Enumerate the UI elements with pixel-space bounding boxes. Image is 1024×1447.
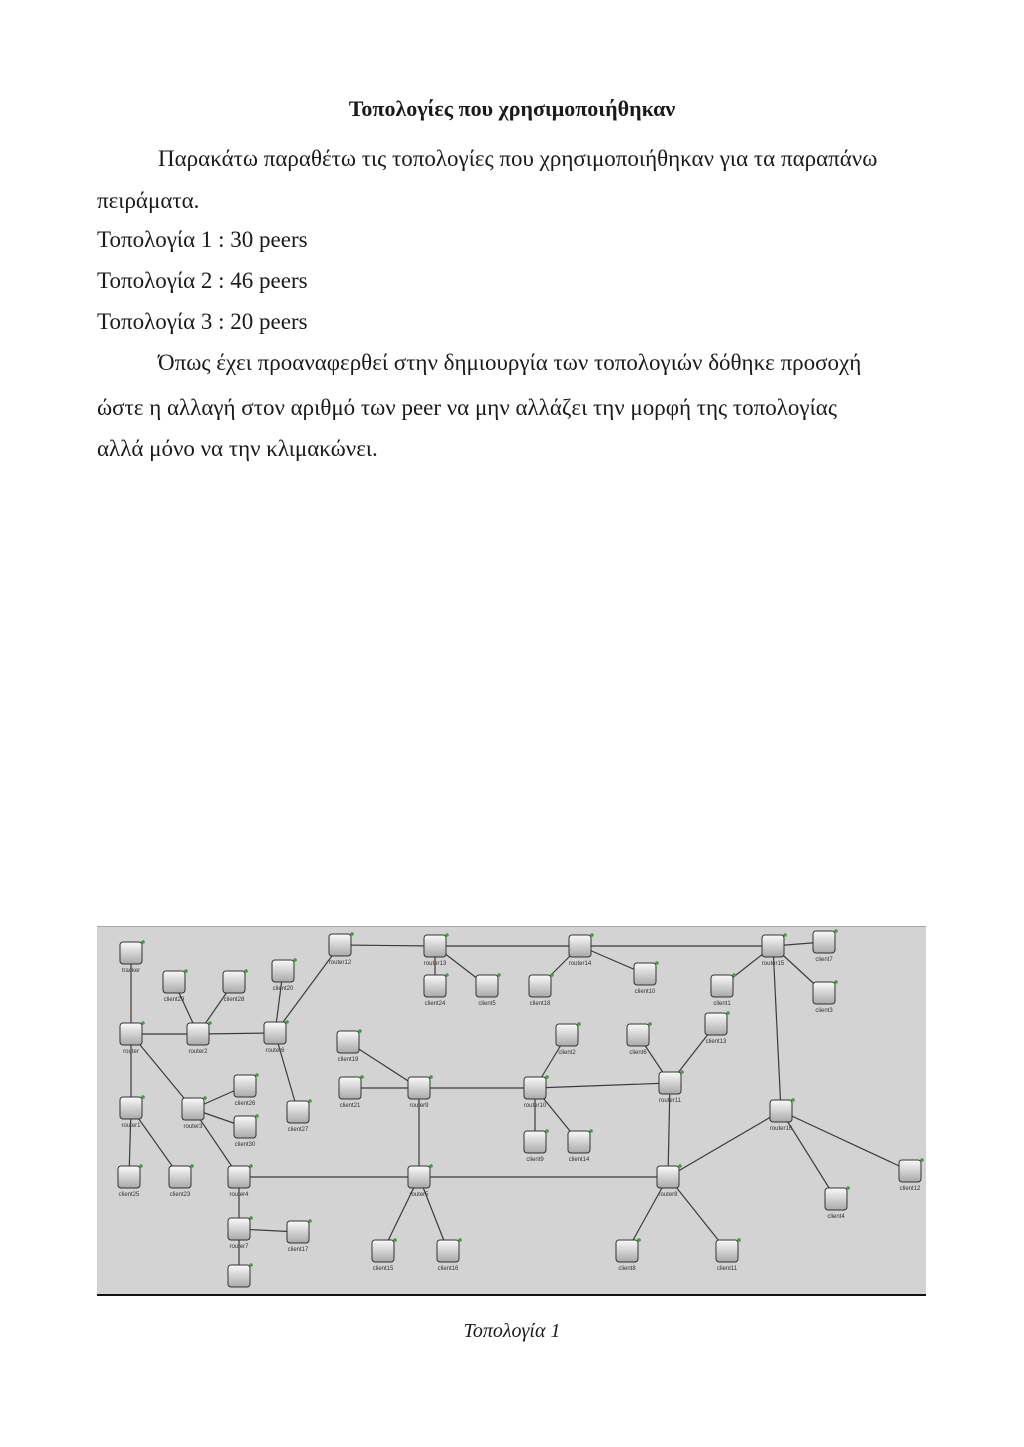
node-box	[264, 1022, 286, 1044]
node-box	[634, 963, 656, 985]
node-status-dot	[308, 1099, 312, 1103]
node-status-dot	[249, 1263, 253, 1267]
node-client25	[118, 1164, 143, 1198]
node-client5	[476, 973, 501, 1007]
node-status-dot	[141, 940, 145, 944]
node-router7	[228, 1216, 253, 1250]
node-box	[187, 1023, 209, 1045]
node-box	[228, 1265, 250, 1287]
topology-diagram	[97, 927, 926, 1296]
node-client11	[716, 1238, 741, 1272]
node-label: client13	[705, 1039, 727, 1045]
node-label: router2	[188, 1049, 208, 1055]
node-status-dot	[429, 1075, 433, 1079]
node-router10	[524, 1075, 549, 1109]
node-box	[118, 1166, 140, 1188]
node-status-dot	[791, 1098, 795, 1102]
node-box	[223, 971, 245, 993]
node-client3	[813, 980, 838, 1014]
node-client20	[272, 958, 297, 992]
link-router6-client27	[275, 1033, 298, 1112]
node-status-dot	[545, 1129, 549, 1133]
node-label: router14	[568, 961, 592, 967]
node-label: client19	[337, 1057, 359, 1063]
node-status-dot	[255, 1073, 259, 1077]
node-box	[762, 935, 784, 957]
node-label: router4	[229, 1192, 249, 1198]
node-box	[476, 975, 498, 997]
node-status-dot	[208, 1021, 212, 1025]
node-status-dot	[589, 1129, 593, 1133]
node-box	[556, 1024, 578, 1046]
node-status-dot	[203, 1096, 207, 1100]
node-router11	[659, 1070, 684, 1104]
node-label: client24	[424, 1001, 446, 1007]
node-label: client26	[234, 1101, 256, 1107]
node-label: router3	[183, 1124, 203, 1130]
node-router16	[770, 1098, 795, 1132]
node-client21	[339, 1075, 364, 1109]
node-status-dot	[350, 932, 354, 936]
node-box	[524, 1131, 546, 1153]
node-status-dot	[737, 1238, 741, 1242]
node-box	[770, 1100, 792, 1122]
intro-line-2: πειράματα.	[97, 188, 200, 213]
node-router13	[424, 933, 449, 967]
node-status-dot	[285, 1020, 289, 1024]
node-label: router	[123, 1049, 139, 1055]
node-label: client1	[713, 1001, 731, 1007]
note-line-3: αλλά μόνο να την κλιμακώνει.	[97, 436, 378, 461]
node-box	[287, 1101, 309, 1123]
node-box	[182, 1098, 204, 1120]
node-label: router7	[229, 1244, 249, 1250]
node-label: client10	[634, 989, 656, 995]
node-box	[337, 1031, 359, 1053]
node-status-dot	[393, 1238, 397, 1242]
node-status-dot	[445, 973, 449, 977]
node-client16	[437, 1238, 462, 1272]
node-box	[408, 1166, 430, 1188]
node-status-dot	[139, 1164, 143, 1168]
node-client13	[705, 1011, 730, 1045]
node-status-dot	[783, 933, 787, 937]
node-status-dot	[726, 1011, 730, 1015]
node-label: client16	[437, 1266, 459, 1272]
node-box	[408, 1077, 430, 1099]
node-label: client3	[815, 1008, 833, 1014]
node-label: client29	[163, 997, 185, 1003]
link-router2-router6	[198, 1033, 275, 1034]
node-router5	[408, 1164, 433, 1198]
node-label: router11	[659, 1098, 681, 1104]
node-router1	[120, 1095, 145, 1129]
node-label: client25	[118, 1192, 140, 1198]
topology-2-summary: Τοπολογία 2 : 46 peers	[97, 268, 308, 293]
link-router16-router15	[773, 946, 781, 1111]
node-label: client8	[618, 1266, 636, 1272]
node-box	[616, 1240, 638, 1262]
node-status-dot	[550, 973, 554, 977]
node-box	[899, 1160, 921, 1182]
node-status-dot	[648, 1022, 652, 1026]
node-box	[329, 934, 351, 956]
node-box	[169, 1166, 191, 1188]
node-label: client17	[287, 1247, 309, 1253]
node-label: client28	[223, 997, 245, 1003]
node-status-dot	[497, 973, 501, 977]
node-box	[120, 942, 142, 964]
node-status-dot	[358, 1029, 362, 1033]
node-label: client2	[558, 1050, 576, 1056]
node-box	[120, 1023, 142, 1045]
node-client27	[287, 1099, 312, 1133]
node-label: router13	[423, 961, 447, 967]
node-status-dot	[577, 1022, 581, 1026]
topology-3-summary: Τοπολογία 3 : 20 peers	[97, 309, 308, 334]
node-box	[657, 1166, 679, 1188]
node-status-dot	[834, 980, 838, 984]
node-client10	[634, 961, 659, 995]
note-line-2: ώστε η αλλαγή στον αριθμό των peer να μην αλλάζει την μορφή της τοπολογίας	[97, 395, 837, 420]
node-status-dot	[545, 1075, 549, 1079]
node-box	[372, 1240, 394, 1262]
node-box	[339, 1077, 361, 1099]
node-box	[234, 1116, 256, 1138]
node-label: client18	[529, 1001, 551, 1007]
node-router2	[187, 1021, 212, 1055]
node-status-dot	[249, 1164, 253, 1168]
node-label: router12	[328, 960, 352, 966]
node-client12	[899, 1158, 924, 1192]
node-label: client20	[272, 986, 294, 992]
node-client26	[234, 1073, 259, 1107]
node-status-dot	[244, 969, 248, 973]
node-node-unlabeled	[228, 1263, 253, 1287]
node-status-dot	[293, 958, 297, 962]
node-status-dot	[429, 1164, 433, 1168]
node-label: router9	[409, 1103, 429, 1109]
node-client30	[234, 1114, 259, 1148]
node-label: router8	[658, 1192, 678, 1198]
link-router8-router16	[668, 1111, 781, 1177]
node-status-dot	[190, 1164, 194, 1168]
node-label: tracker	[121, 968, 141, 974]
node-box	[529, 975, 551, 997]
node-box	[424, 935, 446, 957]
node-status-dot	[141, 1021, 145, 1025]
node-status-dot	[678, 1164, 682, 1168]
node-box	[705, 1013, 727, 1035]
node-status-dot	[732, 973, 736, 977]
node-box	[825, 1188, 847, 1210]
node-label: router5	[409, 1192, 429, 1198]
node-status-dot	[255, 1114, 259, 1118]
node-label: client12	[899, 1186, 921, 1192]
node-box	[163, 971, 185, 993]
link-router10-router11	[535, 1083, 670, 1088]
node-client9	[524, 1129, 549, 1163]
link-router12-router13	[340, 945, 435, 946]
topology-figure	[97, 926, 926, 1296]
node-status-dot	[590, 933, 594, 937]
node-box	[813, 982, 835, 1004]
node-box	[120, 1097, 142, 1119]
node-status-dot	[655, 961, 659, 965]
node-client23	[169, 1164, 194, 1198]
node-router6	[264, 1020, 289, 1054]
page-title: Τοπολογίες που χρησιμοποιήθηκαν	[348, 96, 676, 121]
node-label: client30	[234, 1142, 256, 1148]
node-client19	[337, 1029, 362, 1063]
node-status-dot	[680, 1070, 684, 1074]
node-client1	[711, 973, 736, 1007]
note-line-1: Όπως έχει προαναφερθεί στην δημιουργία των τοπολογιών δόθηκε προσοχή	[158, 350, 862, 375]
node-label: client15	[372, 1266, 394, 1272]
node-label: router15	[761, 961, 785, 967]
node-status-dot	[308, 1219, 312, 1223]
node-client29	[163, 969, 188, 1003]
node-label: router1	[121, 1123, 141, 1129]
node-router15	[762, 933, 787, 967]
node-client15	[372, 1238, 397, 1272]
node-status-dot	[637, 1238, 641, 1242]
node-box	[659, 1072, 681, 1094]
node-status-dot	[458, 1238, 462, 1242]
node-box	[234, 1075, 256, 1097]
figure-bottom-rule	[97, 1294, 926, 1296]
node-client7	[813, 929, 838, 963]
node-label: client21	[339, 1103, 361, 1109]
node-label: router10	[523, 1103, 547, 1109]
node-status-dot	[846, 1186, 850, 1190]
node-label: client14	[568, 1157, 590, 1163]
node-box	[272, 960, 294, 982]
node-status-dot	[445, 933, 449, 937]
node-box	[228, 1218, 250, 1240]
node-box	[437, 1240, 459, 1262]
node-status-dot	[360, 1075, 364, 1079]
node-client18	[529, 973, 554, 1007]
node-label: router16	[769, 1126, 793, 1132]
node-status-dot	[141, 1095, 145, 1099]
node-client17	[287, 1219, 312, 1253]
node-label: client6	[629, 1050, 647, 1056]
node-box	[524, 1077, 546, 1099]
figure-caption: Τοπολογία 1	[463, 1320, 561, 1342]
node-label: client23	[169, 1192, 191, 1198]
node-router14	[569, 933, 594, 967]
node-label: client5	[478, 1001, 496, 1007]
node-box	[568, 1131, 590, 1153]
node-router4	[228, 1164, 253, 1198]
node-label: client4	[827, 1214, 845, 1220]
node-router12	[329, 932, 354, 966]
node-box	[627, 1024, 649, 1046]
node-box	[716, 1240, 738, 1262]
node-status-dot	[184, 969, 188, 973]
node-box	[228, 1166, 250, 1188]
node-client24	[424, 973, 449, 1007]
topology-1-summary: Τοπολογία 1 : 30 peers	[97, 227, 308, 252]
node-router	[120, 1021, 145, 1055]
node-tracker	[120, 940, 145, 974]
node-router9	[408, 1075, 433, 1109]
node-status-dot	[920, 1158, 924, 1162]
node-router8	[657, 1164, 682, 1198]
node-client8	[616, 1238, 641, 1272]
node-box	[569, 935, 591, 957]
node-client28	[223, 969, 248, 1003]
node-client4	[825, 1186, 850, 1220]
node-status-dot	[249, 1216, 253, 1220]
node-label: router6	[265, 1048, 285, 1054]
node-box	[287, 1221, 309, 1243]
node-label: client7	[815, 957, 833, 963]
node-box	[711, 975, 733, 997]
node-box	[424, 975, 446, 997]
node-label: client27	[287, 1127, 309, 1133]
node-label: client11	[716, 1266, 738, 1272]
intro-line-1: Παρακάτω παραθέτω τις τοπολογίες που χρησιμοποιήθηκαν για τα παραπάνω	[158, 146, 878, 171]
node-client2	[556, 1022, 581, 1056]
node-box	[813, 931, 835, 953]
node-client14	[568, 1129, 593, 1163]
node-label: client9	[526, 1157, 544, 1163]
node-status-dot	[834, 929, 838, 933]
